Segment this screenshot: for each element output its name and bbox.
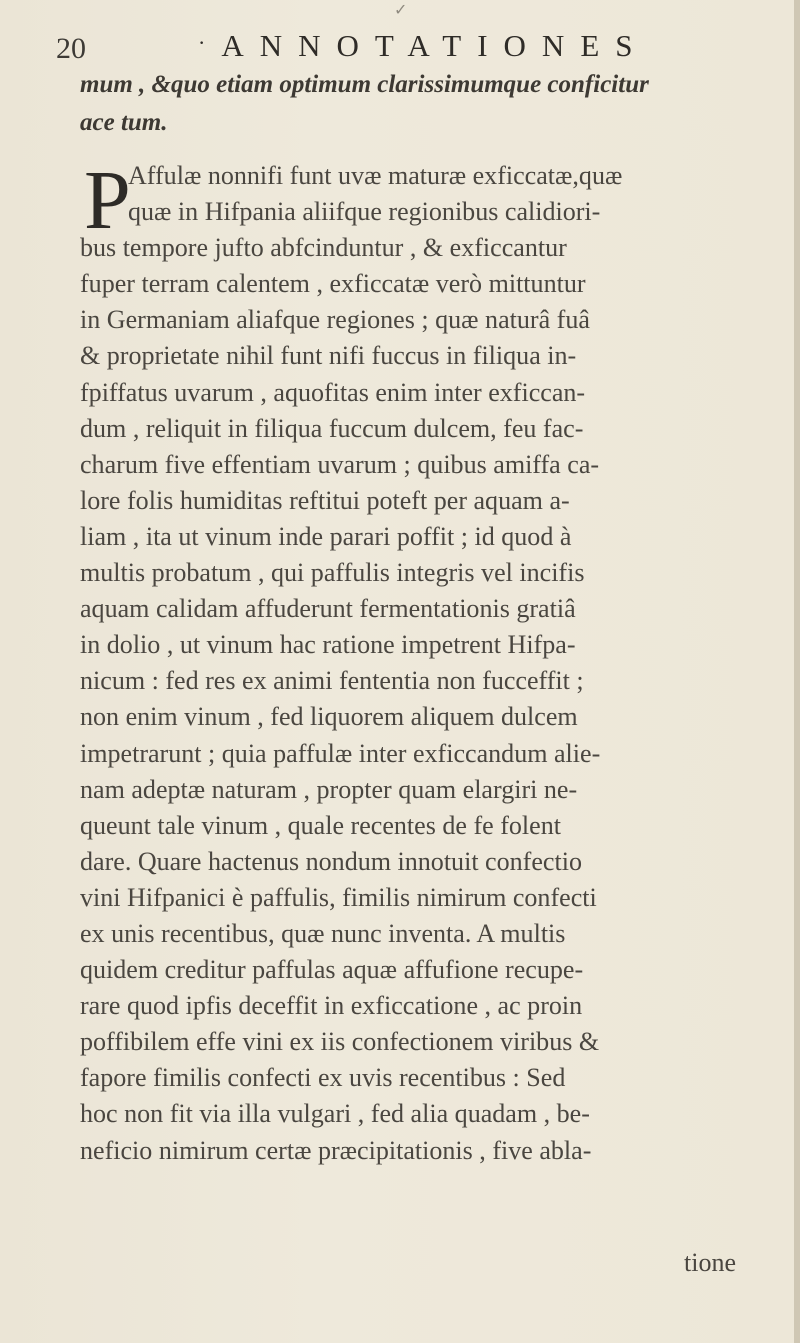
text-line: fapore fimilis confecti ex uvis recentibus : Sed [80, 1063, 566, 1093]
text-line: nicum : fed res ex animi fententia non fucceffit ; [80, 666, 584, 696]
text-line: lore folis humiditas reftitui poteft per aquam a- [80, 485, 570, 515]
drop-cap: P [84, 154, 131, 247]
text-line: in Germaniam aliafque regiones ; quæ naturâ fuâ [80, 305, 590, 335]
catchword: tione [684, 1248, 736, 1277]
text-line: liam , ita ut vinum inde parari poffit ; id quod à [80, 521, 572, 551]
text-line: non enim vinum , fed liquorem aliquem dulcem [80, 702, 578, 732]
text-line: hoc non fit via illa vulgari , fed alia quadam , be- [80, 1099, 590, 1129]
italic-intro [80, 66, 760, 142]
running-head-text: ANNOTATIONES [221, 28, 649, 63]
header-ornament-dot: · [198, 30, 206, 55]
running-head [198, 28, 649, 64]
text-line: quæ in Hifpania aliifque regionibus calidiori- [128, 197, 601, 227]
body-paragraph [80, 154, 800, 1169]
text-line: nam adeptæ naturam , propter quam elargiri ne- [80, 774, 578, 804]
text-line: multis probatum , qui paffulis integris vel incifis [80, 558, 585, 588]
intro-line: mum , &quo etiam optimum clarissimumque conficitur [80, 71, 649, 98]
intro-line: ace tum. [80, 109, 168, 136]
paper-mark: ✓ [394, 2, 408, 19]
text-line: bus tempore jufto abfcinduntur , & exficcantur [80, 233, 567, 263]
text-line: quidem creditur paffulas aquæ affufione recupe- [80, 955, 584, 985]
text-line: in dolio , ut vinum hac ratione impetrent Hifpa- [80, 630, 576, 660]
text-line: & proprietate nihil funt nifi fuccus in filiqua in- [80, 341, 577, 371]
text-line: dum , reliquit in filiqua fuccum dulcem, feu fac- [80, 413, 584, 443]
text-line: poffibilem effe vini ex iis confectionem viribus & [80, 1027, 600, 1057]
text-line: charum five effentiam uvarum ; quibus amiffa ca- [80, 449, 600, 479]
text-line: fpiffatus uvarum , aquofitas enim inter exficcan- [80, 377, 586, 407]
text-line: neficio nimirum certæ præcipitationis , five abla- [80, 1135, 592, 1165]
text-line: queunt tale vinum , quale recentes de fe folent [80, 810, 561, 840]
text-line: ex unis recentibus, quæ nunc inventa. A multis [80, 918, 566, 948]
text-line: fuper terram calentem , exficcatæ verò mittuntur [80, 269, 586, 299]
text-line: vini Hifpanici è paffulis, fimilis nimirum confecti [80, 882, 597, 912]
text-line: rare quod ipfis deceffit in exficcatione , ac proin [80, 991, 583, 1021]
text-line: impetrarunt ; quia paffulæ inter exficcandum alie- [80, 738, 601, 768]
text-line: Affulæ nonnifi funt uvæ maturæ exficcatæ,quæ [128, 161, 623, 190]
page-header [56, 28, 756, 68]
text-line: aquam calidam affuderunt fermentationis gratiâ [80, 594, 576, 624]
page-number: 20 [56, 32, 86, 65]
text-line: dare. Quare hactenus nondum innotuit confectio [80, 846, 582, 876]
